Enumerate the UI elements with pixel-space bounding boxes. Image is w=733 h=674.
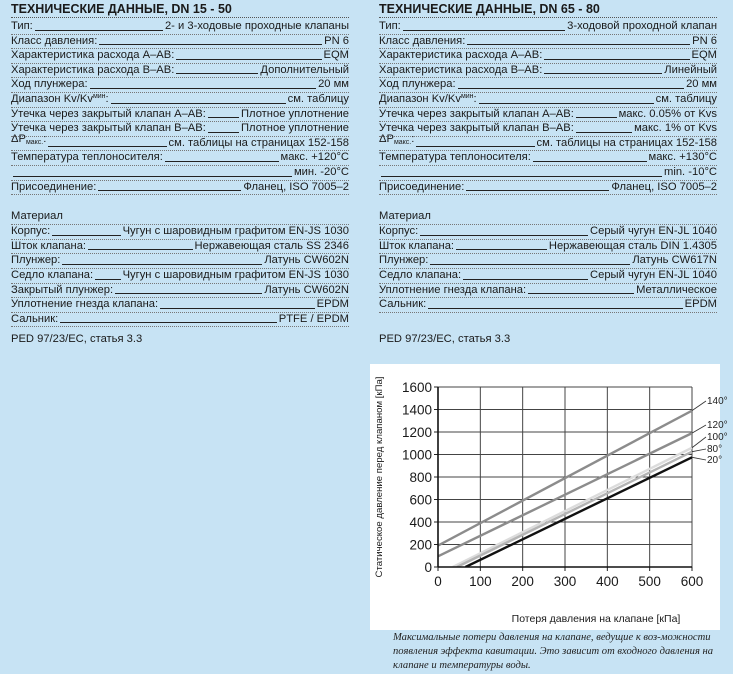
x-tick-label: 200 bbox=[511, 574, 534, 589]
right-material-rows bbox=[379, 225, 717, 313]
fill-line bbox=[60, 322, 277, 323]
fill-line bbox=[428, 308, 682, 309]
series-leader-4 bbox=[692, 457, 706, 460]
spec-value: Фланец, ISO 7005–2 bbox=[611, 180, 717, 193]
spec-value: см. таблицу bbox=[655, 92, 717, 105]
fill-line bbox=[403, 30, 565, 31]
spec-label: Седло клапана: bbox=[11, 268, 94, 281]
spec-row bbox=[11, 132, 349, 152]
spec-value: PTFE / EPDM bbox=[278, 312, 349, 325]
spec-value: 3-ходовой проходной клапан bbox=[567, 20, 717, 32]
left-material-title: Материал bbox=[11, 209, 349, 225]
spec-value: 2- и 3-ходовые проходные клапаны bbox=[164, 20, 349, 32]
spec-label: Уплотнение гнезда клапана: bbox=[379, 283, 527, 296]
spec-value: макс. 1% от Kvs bbox=[634, 122, 717, 135]
spec-label: Утечка через закрытый клапан A–AB: bbox=[379, 107, 574, 120]
spec-row bbox=[11, 122, 349, 137]
spec-label: Шток клапана: bbox=[11, 239, 87, 252]
spec-row bbox=[379, 20, 717, 35]
spec-row bbox=[379, 166, 717, 181]
left-material-rows bbox=[11, 225, 349, 327]
spec-value: Серый чугун EN-JL 1040 bbox=[590, 225, 717, 238]
spec-value: Чугун с шаровидным графитом EN-JS 1030 bbox=[122, 268, 349, 281]
series-label: 20° bbox=[707, 455, 723, 466]
spec-value: Нержавеющая сталь SS 2346 bbox=[194, 239, 349, 252]
spec-row bbox=[11, 298, 349, 313]
spec-value: мин. -20°C bbox=[293, 165, 349, 178]
spec-row bbox=[11, 64, 349, 79]
x-axis-label: Потеря давления на клапане [кПа] bbox=[511, 613, 681, 625]
fill-line bbox=[48, 146, 166, 147]
fill-line bbox=[544, 73, 662, 74]
spec-value: Латунь CW602N bbox=[264, 283, 349, 296]
fill-line bbox=[13, 176, 292, 177]
x-tick-label: 400 bbox=[596, 574, 619, 589]
spec-value: Дополнительный bbox=[260, 63, 349, 76]
y-tick-label: 0 bbox=[424, 560, 432, 575]
spec-value: PN 6 bbox=[692, 34, 717, 47]
cavitation-chart-svg bbox=[370, 364, 728, 630]
spec-label: Характеристика расхода B–AB: bbox=[11, 63, 175, 76]
spec-value: макс. 0.05% от Kvs bbox=[618, 107, 717, 120]
fill-line bbox=[88, 249, 193, 250]
spec-label: $\Delta P_{макс.}$: bbox=[11, 132, 47, 146]
spec-value: EPDM bbox=[316, 298, 349, 311]
spec-label: Присоединение: bbox=[11, 180, 97, 193]
left-spec-rows bbox=[11, 20, 349, 195]
spec-label: Закрытый плунжер: bbox=[11, 283, 114, 296]
spec-label: Корпус: bbox=[11, 225, 51, 238]
spec-value: макс. +120°C bbox=[280, 151, 349, 164]
fill-line bbox=[208, 117, 239, 118]
spec-row bbox=[379, 298, 717, 313]
spec-label: Плунжер: bbox=[11, 254, 61, 267]
spec-row bbox=[379, 151, 717, 166]
spec-value: Латунь CW602N bbox=[264, 254, 349, 267]
spec-label: Характеристика расхода A–AB: bbox=[11, 49, 175, 62]
spec-row bbox=[11, 49, 349, 64]
fill-line bbox=[544, 59, 689, 60]
series-leader-1 bbox=[692, 425, 706, 433]
spec-row bbox=[379, 240, 717, 255]
spec-label: Диапазон $Kv/Kv^{мин}$: bbox=[379, 92, 477, 105]
spec-label: $\Delta P_{макс.}$: bbox=[379, 132, 415, 146]
spec-value: Серый чугун EN-JL 1040 bbox=[590, 268, 717, 281]
fill-line bbox=[95, 279, 120, 280]
spec-value: макс. +130°C bbox=[648, 151, 717, 164]
fill-line bbox=[52, 235, 120, 236]
spec-row bbox=[11, 284, 349, 299]
y-tick-label: 600 bbox=[409, 492, 432, 508]
spec-label: Утечка через закрытый клапан A–AB: bbox=[11, 107, 206, 120]
fill-line bbox=[416, 146, 534, 147]
fill-line bbox=[115, 293, 262, 294]
fill-line bbox=[176, 73, 258, 74]
series-label: 80° bbox=[707, 444, 723, 455]
spec-label: Ход плунжера: bbox=[11, 78, 88, 91]
fill-line bbox=[90, 88, 316, 89]
fill-line bbox=[62, 264, 262, 265]
fill-line bbox=[35, 30, 163, 31]
fill-line bbox=[176, 59, 321, 60]
fill-line bbox=[99, 44, 322, 45]
spec-value: min. -10°C bbox=[664, 165, 717, 178]
spec-label: Температура теплоносителя: bbox=[379, 151, 531, 164]
right-material-title: Материал bbox=[379, 209, 717, 225]
series-leader-3 bbox=[692, 449, 706, 452]
spec-row bbox=[11, 181, 349, 196]
spec-value: Латунь CW617N bbox=[632, 254, 717, 267]
spec-row bbox=[379, 132, 717, 152]
right-spec-rows bbox=[379, 20, 717, 195]
spec-label: Сальник: bbox=[11, 312, 59, 325]
fill-line bbox=[576, 117, 617, 118]
y-tick-label: 1000 bbox=[401, 447, 432, 463]
spec-row bbox=[11, 166, 349, 181]
x-tick-label: 100 bbox=[469, 574, 492, 589]
series-label: 120° bbox=[707, 420, 728, 431]
x-tick-label: 300 bbox=[553, 574, 577, 589]
x-tick-label: 600 bbox=[680, 574, 704, 589]
spec-value: Плотное уплотнение bbox=[241, 122, 349, 135]
spec-row bbox=[11, 20, 349, 35]
y-tick-label: 1600 bbox=[401, 380, 432, 395]
spec-value: 20 мм bbox=[318, 78, 349, 91]
spec-row bbox=[379, 93, 717, 108]
series-leader-0 bbox=[692, 401, 706, 411]
fill-line bbox=[463, 279, 588, 280]
chart-caption: Максимальные потери давления на клапане, ведущие к воз-можности появления эффекта кавитации. Это зависит от входного давления на клапане и температуры воды. bbox=[393, 632, 714, 671]
spec-value: см. таблицу bbox=[287, 92, 349, 105]
y-tick-label: 400 bbox=[409, 515, 432, 530]
fill-line bbox=[456, 249, 547, 250]
spec-row bbox=[379, 35, 717, 50]
spec-row bbox=[379, 122, 717, 137]
spec-value: см. таблицы на страницах 152-158 bbox=[536, 136, 717, 149]
spec-value: Линейный bbox=[664, 63, 717, 76]
fill-line bbox=[466, 190, 609, 191]
y-axis-label: Статическое давление перед клапаном [кПа] bbox=[374, 376, 385, 578]
fill-line bbox=[479, 103, 654, 104]
spec-row bbox=[379, 225, 717, 240]
right-ped-note: PED 97/23/EC, статья 3.3 bbox=[379, 333, 511, 345]
fill-line bbox=[208, 132, 239, 133]
spec-value: Плотное уплотнение bbox=[241, 107, 349, 120]
spec-value: Чугун с шаровидным графитом EN-JS 1030 bbox=[122, 225, 349, 238]
spec-row bbox=[379, 284, 717, 299]
spec-label: Температура теплоносителя: bbox=[11, 151, 163, 164]
spec-label: Ход плунжера: bbox=[379, 78, 456, 91]
right-section-title: ТЕХНИЧЕСКИЕ ДАННЫЕ, DN 65 - 80 bbox=[379, 2, 717, 18]
spec-row bbox=[379, 108, 717, 123]
spec-row bbox=[379, 269, 717, 284]
spec-row bbox=[11, 151, 349, 166]
spec-label: Тип: bbox=[11, 20, 33, 32]
spec-value: см. таблицы на страницах 152-158 bbox=[168, 136, 349, 149]
fill-line bbox=[458, 88, 684, 89]
spec-label: Класс давления: bbox=[11, 34, 98, 47]
fill-line bbox=[165, 161, 279, 162]
series-label: 140° bbox=[707, 396, 728, 407]
fill-line bbox=[381, 176, 662, 177]
fill-line bbox=[160, 308, 315, 309]
x-tick-label: 500 bbox=[638, 574, 661, 589]
spec-row bbox=[11, 240, 349, 255]
spec-label: Утечка через закрытый клапан B–AB: bbox=[11, 122, 206, 135]
spec-row bbox=[11, 35, 349, 50]
fill-line bbox=[420, 235, 588, 236]
fill-line bbox=[111, 103, 286, 104]
spec-value: PN 6 bbox=[324, 34, 349, 47]
series-leader-2 bbox=[692, 437, 706, 448]
left-spec-column bbox=[11, 0, 349, 327]
right-spec-column bbox=[379, 0, 717, 313]
left-ped-note: PED 97/23/EC, статья 3.3 bbox=[11, 333, 143, 345]
spec-row bbox=[11, 93, 349, 108]
spec-label: Класс давления: bbox=[379, 34, 466, 47]
fill-line bbox=[533, 161, 647, 162]
spec-label: Сальник: bbox=[379, 298, 427, 311]
spec-row bbox=[11, 313, 349, 328]
spec-row bbox=[379, 254, 717, 269]
spec-label: Седло клапана: bbox=[379, 268, 462, 281]
spec-label: Шток клапана: bbox=[379, 239, 455, 252]
spec-row bbox=[11, 254, 349, 269]
y-tick-label: 200 bbox=[409, 537, 432, 553]
spec-label: Уплотнение гнезда клапана: bbox=[11, 298, 159, 311]
fill-line bbox=[576, 132, 632, 133]
spec-row bbox=[11, 225, 349, 240]
spec-row bbox=[11, 269, 349, 284]
y-tick-label: 1200 bbox=[401, 425, 432, 440]
spec-label: Диапазон $Kv/Kv^{мин}$: bbox=[11, 92, 109, 105]
spec-row bbox=[379, 181, 717, 196]
spec-label: Утечка через закрытый клапан B–AB: bbox=[379, 122, 574, 135]
spec-value: Металлическое bbox=[636, 283, 717, 296]
spec-row bbox=[11, 108, 349, 123]
spec-row bbox=[379, 49, 717, 64]
series-label: 100° bbox=[707, 432, 728, 443]
fill-line bbox=[430, 264, 630, 265]
spec-value: EQM bbox=[323, 49, 349, 62]
spec-value: EQM bbox=[691, 49, 717, 62]
spec-value: Нержавеющая сталь DIN 1.4305 bbox=[548, 239, 717, 252]
spec-label: Характеристика расхода A–AB: bbox=[379, 49, 543, 62]
y-tick-label: 800 bbox=[409, 470, 432, 485]
fill-line bbox=[98, 190, 241, 191]
fill-line bbox=[467, 44, 690, 45]
spec-value: EPDM bbox=[684, 298, 717, 311]
x-tick-label: 0 bbox=[434, 574, 442, 589]
spec-label: Плунжер: bbox=[379, 254, 429, 267]
spec-label: Характеристика расхода B–AB: bbox=[379, 63, 543, 76]
fill-line bbox=[528, 293, 634, 294]
y-tick-label: 1400 bbox=[401, 402, 432, 418]
cavitation-chart bbox=[370, 364, 728, 630]
spec-value: Фланец, ISO 7005–2 bbox=[243, 180, 349, 193]
spec-label: Присоединение: bbox=[379, 180, 465, 193]
spec-label: Тип: bbox=[379, 20, 401, 32]
spec-row bbox=[379, 64, 717, 79]
spec-label: Корпус: bbox=[379, 225, 419, 238]
left-section-title: ТЕХНИЧЕСКИЕ ДАННЫЕ, DN 15 - 50 bbox=[11, 2, 349, 18]
spec-value: 20 мм bbox=[686, 78, 717, 91]
